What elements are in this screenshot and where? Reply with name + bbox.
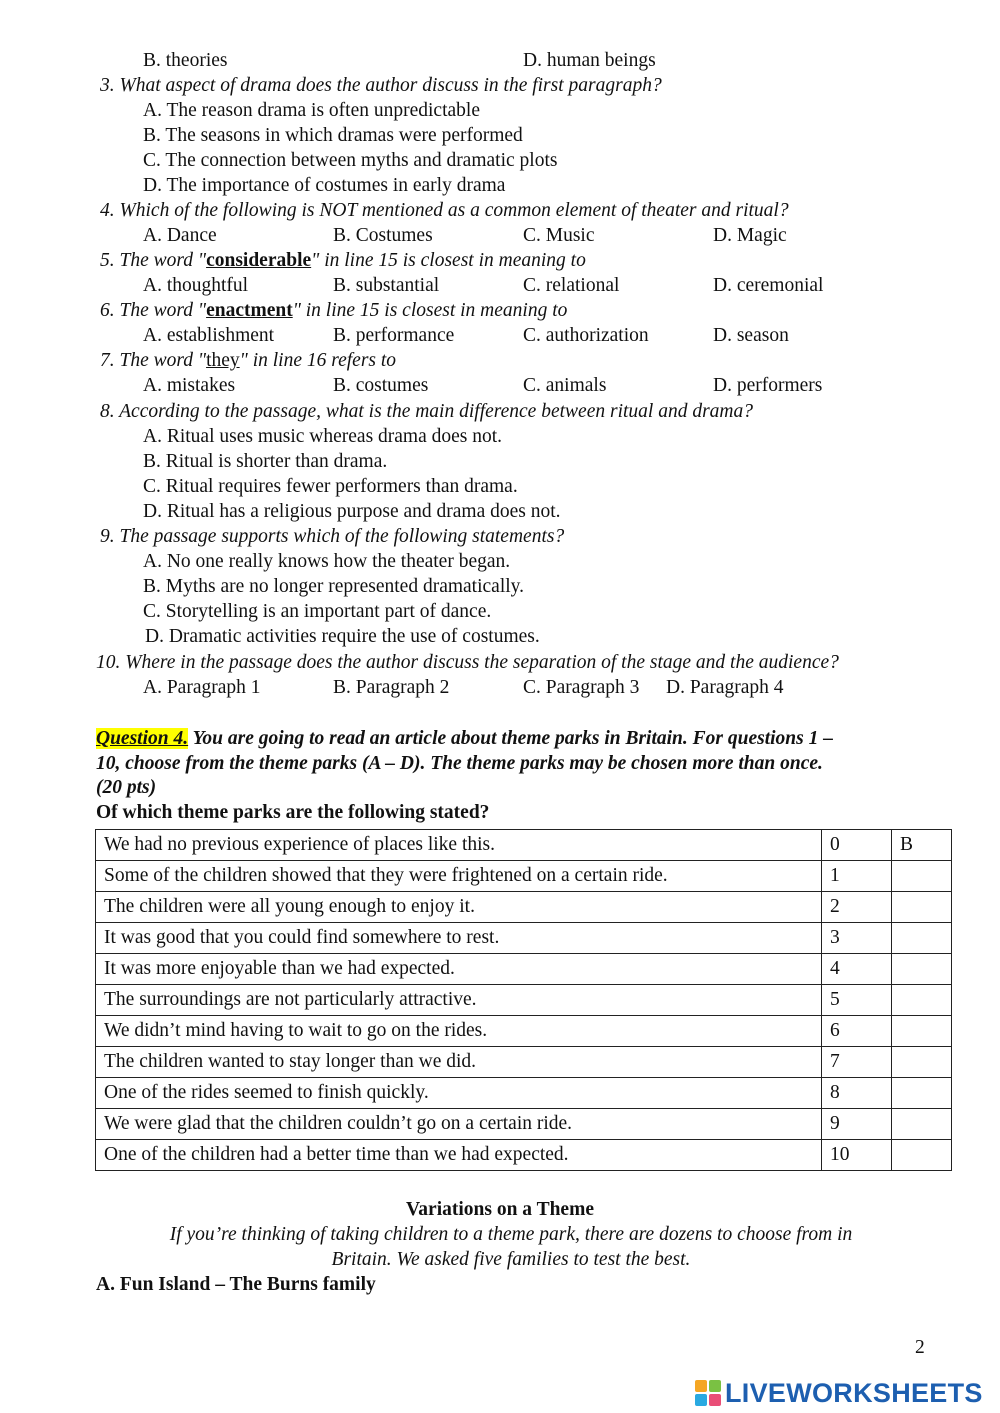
answer-cell[interactable] [892, 1078, 952, 1109]
q7-keyword: they [206, 350, 240, 371]
statement-cell: The children wanted to stay longer than we did. [96, 1047, 822, 1078]
statement-cell: Some of the children showed that they were frightened on a certain ride. [96, 861, 822, 892]
answer-cell[interactable] [892, 923, 952, 954]
q5-post: " in line 15 is closest in meaning to [311, 250, 586, 271]
answer-cell: B [892, 830, 952, 861]
q6-question [100, 298, 567, 323]
q6-option-a: A. establishment [143, 325, 275, 346]
statement-cell: One of the children had a better time than we had expected. [96, 1140, 822, 1171]
q5-option-d: D. ceremonial [713, 275, 824, 296]
q10-option-d: D. Paragraph 4 [666, 677, 784, 698]
statement-cell: It was good that you could find somewhere to rest. [96, 923, 822, 954]
q8-option-a: A. Ritual uses music whereas drama does not. [143, 426, 503, 447]
q3-option-a: A. The reason drama is often unpredictable [143, 100, 480, 121]
question4-instructions-1: You are going to read an article about theme parks in Britain. For questions 1 – [188, 728, 833, 749]
q7-option-a: A. mistakes [143, 375, 236, 396]
table-row [96, 1109, 952, 1140]
article-title: Variations on a Theme [406, 1199, 594, 1220]
table-row [96, 985, 952, 1016]
number-cell: 8 [822, 1078, 892, 1109]
table-row [96, 1047, 952, 1078]
q5-option-b: B. substantial [333, 275, 440, 296]
q10-option-c: C. Paragraph 3 [523, 677, 640, 698]
q10-question: 10. Where in the passage does the author discuss the separation of the stage and the audience? [96, 652, 839, 673]
answer-cell[interactable] [892, 892, 952, 923]
number-cell: 0 [822, 830, 892, 861]
answer-cell[interactable] [892, 1016, 952, 1047]
q9-option-d: D. Dramatic activities require the use of costumes. [145, 626, 540, 647]
number-cell: 10 [822, 1140, 892, 1171]
q7-option-b: B. costumes [333, 375, 429, 396]
q7-pre: 7. The word " [100, 350, 207, 371]
answer-cell[interactable] [892, 954, 952, 985]
article-intro-line2: Britain. We asked five families to test the best. [331, 1249, 691, 1270]
number-cell: 9 [822, 1109, 892, 1140]
q8-option-b: B. Ritual is shorter than drama. [143, 451, 388, 472]
answer-cell[interactable] [892, 1047, 952, 1078]
page-number: 2 [915, 1337, 925, 1358]
q3-option-d: D. The importance of costumes in early drama [143, 175, 506, 196]
q2-option-b: B. theories [143, 50, 228, 71]
q2-option-d: D. human beings [523, 50, 656, 71]
q4-option-d: D. Magic [713, 225, 787, 246]
q8-option-d: D. Ritual has a religious purpose and drama does not. [143, 501, 561, 522]
q8-option-c: C. Ritual requires fewer performers than drama. [143, 476, 518, 497]
article-intro-line1: If you’re thinking of taking children to a theme park, there are dozens to choose from in [169, 1224, 853, 1245]
matching-table-body [96, 830, 952, 1171]
q5-pre: 5. The word " [100, 250, 207, 271]
q5-keyword: considerable [206, 250, 312, 271]
q6-option-b: B. performance [333, 325, 455, 346]
q6-post: " in line 15 is closest in meaning to [292, 300, 568, 321]
table-row [96, 954, 952, 985]
number-cell: 1 [822, 861, 892, 892]
number-cell: 4 [822, 954, 892, 985]
table-row [96, 830, 952, 861]
q9-option-c: C. Storytelling is an important part of dance. [143, 601, 492, 622]
q6-option-d: D. season [713, 325, 789, 346]
q7-post: " in line 16 refers to [239, 350, 397, 371]
statement-cell: We were glad that the children couldn’t go on a certain ride. [96, 1109, 822, 1140]
answer-cell[interactable] [892, 985, 952, 1016]
statement-cell: The children were all young enough to enjoy it. [96, 892, 822, 923]
q7-question [100, 348, 396, 373]
question4-label: Question 4. [96, 728, 189, 749]
q6-option-c: C. authorization [523, 325, 649, 346]
answer-cell[interactable] [892, 1140, 952, 1171]
q6-pre: 6. The word " [100, 300, 207, 321]
answer-cell[interactable] [892, 861, 952, 892]
q9-option-a: A. No one really knows how the theater began. [143, 551, 511, 572]
question4-prompt: Of which theme parks are the following stated? [96, 802, 490, 823]
table-row [96, 1016, 952, 1047]
q4-option-c: C. Music [523, 225, 595, 246]
q7-option-d: D. performers [713, 375, 823, 396]
statement-cell: We didn’t mind having to wait to go on the rides. [96, 1016, 822, 1047]
statement-cell: It was more enjoyable than we had expected. [96, 954, 822, 985]
q5-question [100, 248, 586, 273]
q9-option-b: B. Myths are no longer represented dramatically. [143, 576, 525, 597]
liveworksheets-logo[interactable] [695, 1378, 983, 1408]
statement-cell: One of the rides seemed to finish quickly. [96, 1078, 822, 1109]
table-row [96, 923, 952, 954]
q4-option-a: A. Dance [143, 225, 217, 246]
statement-cell: We had no previous experience of places like this. [96, 830, 822, 861]
q10-option-b: B. Paragraph 2 [333, 677, 450, 698]
q3-option-b: B. The seasons in which dramas were performed [143, 125, 523, 146]
number-cell: 7 [822, 1047, 892, 1078]
number-cell: 6 [822, 1016, 892, 1047]
q8-question: 8. According to the passage, what is the main difference between ritual and drama? [100, 401, 753, 422]
matching-table [95, 829, 952, 1171]
q5-option-c: C. relational [523, 275, 620, 296]
question4-points: (20 pts) [96, 777, 157, 798]
number-cell: 2 [822, 892, 892, 923]
q7-option-c: C. animals [523, 375, 607, 396]
question4-instructions-line2: 10, choose from the theme parks (A – D). The theme parks may be chosen more than once. [96, 753, 823, 774]
section-a-heading: A. Fun Island – The Burns family [96, 1274, 376, 1295]
q3-option-c: C. The connection between myths and dramatic plots [143, 150, 558, 171]
q6-keyword: enactment [206, 300, 293, 321]
table-row [96, 861, 952, 892]
q5-option-a: A. thoughtful [143, 275, 249, 296]
liveworksheets-logo-icon [695, 1380, 721, 1406]
table-row [96, 892, 952, 923]
table-row [96, 1140, 952, 1171]
q4-question: 4. Which of the following is NOT mentioned as a common element of theater and ritual? [100, 200, 789, 221]
liveworksheets-logo-text: LIVEWORKSHEETS [725, 1377, 983, 1408]
question4-instructions-line1 [96, 726, 833, 751]
q3-question: 3. What aspect of drama does the author discuss in the first paragraph? [100, 75, 662, 96]
statement-cell: The surroundings are not particularly attractive. [96, 985, 822, 1016]
q4-option-b: B. Costumes [333, 225, 433, 246]
table-row [96, 1078, 952, 1109]
q10-option-a: A. Paragraph 1 [143, 677, 261, 698]
answer-cell[interactable] [892, 1109, 952, 1140]
number-cell: 3 [822, 923, 892, 954]
q9-question: 9. The passage supports which of the following statements? [100, 526, 565, 547]
number-cell: 5 [822, 985, 892, 1016]
